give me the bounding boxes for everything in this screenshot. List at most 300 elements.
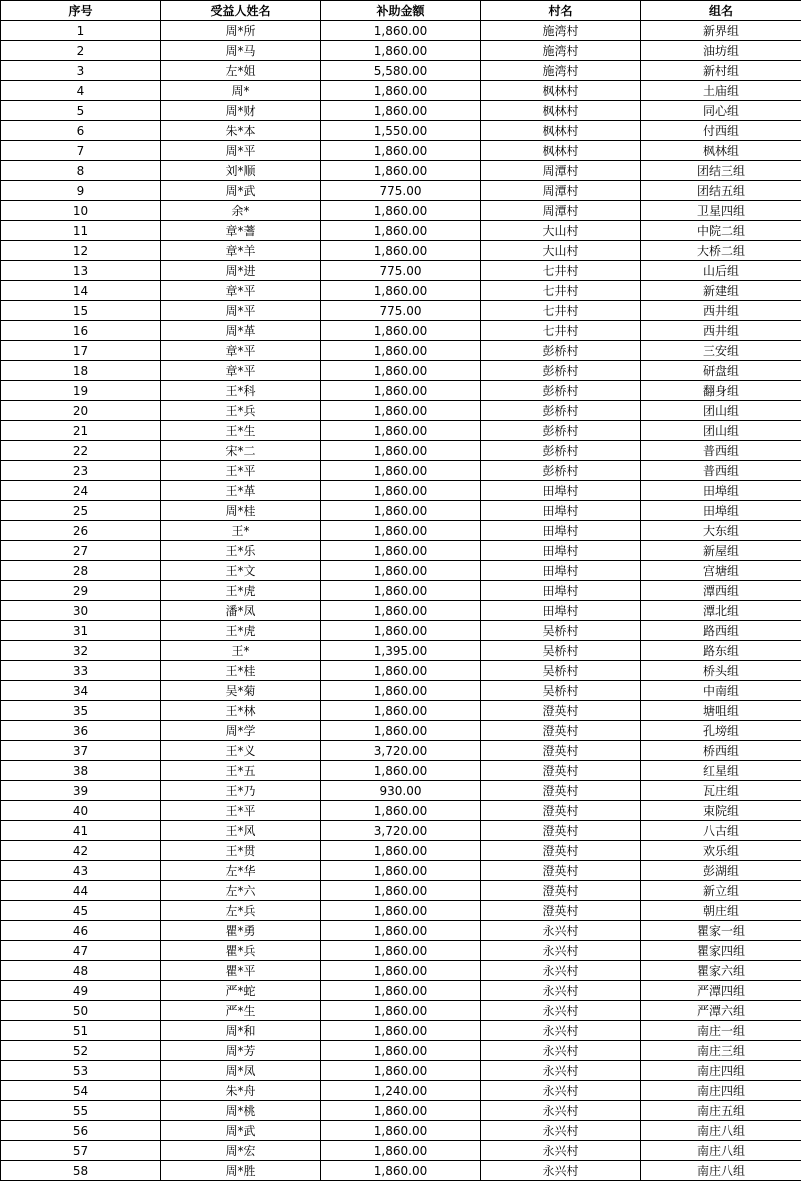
- cell-subsidy-amount: 1,860.00: [321, 21, 481, 41]
- header-subsidy-amount: 补助金额: [321, 1, 481, 21]
- cell-subsidy-amount: 1,860.00: [321, 701, 481, 721]
- cell-village-name: 彭桥村: [481, 341, 641, 361]
- cell-beneficiary-name: 周*桃: [161, 1101, 321, 1121]
- cell-beneficiary-name: 周*平: [161, 301, 321, 321]
- table-row: [1, 461, 801, 481]
- cell-group-name: 团结三组: [641, 161, 801, 181]
- cell-beneficiary-name: 王*兵: [161, 401, 321, 421]
- cell-index: 32: [1, 641, 161, 661]
- cell-index: 26: [1, 521, 161, 541]
- cell-village-name: 枫林村: [481, 121, 641, 141]
- cell-village-name: 七井村: [481, 261, 641, 281]
- cell-index: 38: [1, 761, 161, 781]
- cell-subsidy-amount: 1,860.00: [321, 321, 481, 341]
- cell-village-name: 永兴村: [481, 1161, 641, 1181]
- cell-index: 17: [1, 341, 161, 361]
- table-row: [1, 501, 801, 521]
- cell-beneficiary-name: 宋*二: [161, 441, 321, 461]
- cell-village-name: 澄英村: [481, 761, 641, 781]
- cell-index: 20: [1, 401, 161, 421]
- cell-index: 13: [1, 261, 161, 281]
- header-index: 序号: [1, 1, 161, 21]
- cell-subsidy-amount: 1,860.00: [321, 841, 481, 861]
- cell-group-name: 彭湖组: [641, 861, 801, 881]
- cell-index: 8: [1, 161, 161, 181]
- cell-index: 18: [1, 361, 161, 381]
- cell-group-name: 同心组: [641, 101, 801, 121]
- cell-subsidy-amount: 1,860.00: [321, 1041, 481, 1061]
- cell-village-name: 彭桥村: [481, 461, 641, 481]
- table-row: [1, 161, 801, 181]
- table-row: [1, 1141, 801, 1161]
- cell-subsidy-amount: 1,860.00: [321, 341, 481, 361]
- table-row: [1, 61, 801, 81]
- table-row: [1, 781, 801, 801]
- cell-subsidy-amount: 5,580.00: [321, 61, 481, 81]
- table-row: [1, 1121, 801, 1141]
- cell-subsidy-amount: 1,860.00: [321, 861, 481, 881]
- cell-village-name: 施湾村: [481, 61, 641, 81]
- cell-subsidy-amount: 1,860.00: [321, 661, 481, 681]
- cell-village-name: 吴桥村: [481, 621, 641, 641]
- cell-subsidy-amount: 1,860.00: [321, 201, 481, 221]
- cell-group-name: 孔塝组: [641, 721, 801, 741]
- cell-village-name: 田埠村: [481, 561, 641, 581]
- cell-village-name: 澄英村: [481, 861, 641, 881]
- table-row: [1, 1101, 801, 1121]
- cell-index: 46: [1, 921, 161, 941]
- cell-beneficiary-name: 王*生: [161, 421, 321, 441]
- cell-group-name: 红星组: [641, 761, 801, 781]
- cell-index: 9: [1, 181, 161, 201]
- cell-beneficiary-name: 王*科: [161, 381, 321, 401]
- cell-subsidy-amount: 1,860.00: [321, 721, 481, 741]
- cell-beneficiary-name: 周*马: [161, 41, 321, 61]
- table-row: [1, 361, 801, 381]
- cell-group-name: 大桥二组: [641, 241, 801, 261]
- table-row: [1, 201, 801, 221]
- cell-subsidy-amount: 1,860.00: [321, 101, 481, 121]
- cell-subsidy-amount: 1,860.00: [321, 161, 481, 181]
- table-row: [1, 601, 801, 621]
- cell-index: 57: [1, 1141, 161, 1161]
- cell-beneficiary-name: 王*: [161, 521, 321, 541]
- cell-index: 48: [1, 961, 161, 981]
- cell-subsidy-amount: 1,860.00: [321, 481, 481, 501]
- header-row: [1, 1, 801, 21]
- cell-village-name: 澄英村: [481, 801, 641, 821]
- cell-group-name: 路东组: [641, 641, 801, 661]
- cell-village-name: 枫林村: [481, 81, 641, 101]
- header-group-name: 组名: [641, 1, 801, 21]
- table-row: [1, 1161, 801, 1181]
- cell-group-name: 南庄八组: [641, 1141, 801, 1161]
- cell-group-name: 路西组: [641, 621, 801, 641]
- cell-village-name: 永兴村: [481, 1001, 641, 1021]
- cell-index: 54: [1, 1081, 161, 1101]
- cell-subsidy-amount: 1,860.00: [321, 1141, 481, 1161]
- cell-subsidy-amount: 1,240.00: [321, 1081, 481, 1101]
- cell-group-name: 潭西组: [641, 581, 801, 601]
- cell-beneficiary-name: 周*武: [161, 1121, 321, 1141]
- table-row: [1, 901, 801, 921]
- cell-beneficiary-name: 左*姐: [161, 61, 321, 81]
- cell-group-name: 新屋组: [641, 541, 801, 561]
- cell-index: 15: [1, 301, 161, 321]
- cell-beneficiary-name: 左*六: [161, 881, 321, 901]
- table-row: [1, 681, 801, 701]
- cell-group-name: 严潭四组: [641, 981, 801, 1001]
- cell-village-name: 永兴村: [481, 1081, 641, 1101]
- cell-subsidy-amount: 1,860.00: [321, 581, 481, 601]
- cell-village-name: 周潭村: [481, 161, 641, 181]
- cell-beneficiary-name: 王*乃: [161, 781, 321, 801]
- cell-subsidy-amount: 3,720.00: [321, 821, 481, 841]
- cell-beneficiary-name: 周*宏: [161, 1141, 321, 1161]
- cell-group-name: 宫塘组: [641, 561, 801, 581]
- cell-group-name: 土庙组: [641, 81, 801, 101]
- cell-index: 37: [1, 741, 161, 761]
- cell-beneficiary-name: 章*平: [161, 361, 321, 381]
- cell-subsidy-amount: 1,860.00: [321, 381, 481, 401]
- cell-index: 11: [1, 221, 161, 241]
- cell-subsidy-amount: 1,860.00: [321, 521, 481, 541]
- cell-beneficiary-name: 周*所: [161, 21, 321, 41]
- table-row: [1, 81, 801, 101]
- cell-beneficiary-name: 章*平: [161, 341, 321, 361]
- cell-subsidy-amount: 1,860.00: [321, 961, 481, 981]
- cell-beneficiary-name: 王*林: [161, 701, 321, 721]
- cell-subsidy-amount: 1,860.00: [321, 761, 481, 781]
- table-row: [1, 581, 801, 601]
- cell-village-name: 田埠村: [481, 481, 641, 501]
- cell-group-name: 西井组: [641, 301, 801, 321]
- cell-village-name: 田埠村: [481, 581, 641, 601]
- cell-group-name: 南庄三组: [641, 1041, 801, 1061]
- cell-subsidy-amount: 1,860.00: [321, 141, 481, 161]
- cell-group-name: 塘咀组: [641, 701, 801, 721]
- cell-group-name: 团结五组: [641, 181, 801, 201]
- cell-beneficiary-name: 瞿*兵: [161, 941, 321, 961]
- cell-index: 41: [1, 821, 161, 841]
- cell-index: 53: [1, 1061, 161, 1081]
- cell-village-name: 大山村: [481, 241, 641, 261]
- cell-village-name: 田埠村: [481, 541, 641, 561]
- table-row: [1, 741, 801, 761]
- cell-beneficiary-name: 严*生: [161, 1001, 321, 1021]
- cell-subsidy-amount: 1,860.00: [321, 1161, 481, 1181]
- cell-beneficiary-name: 周*芳: [161, 1041, 321, 1061]
- cell-subsidy-amount: 1,860.00: [321, 941, 481, 961]
- cell-index: 25: [1, 501, 161, 521]
- cell-village-name: 七井村: [481, 301, 641, 321]
- cell-subsidy-amount: 1,860.00: [321, 921, 481, 941]
- cell-subsidy-amount: 3,720.00: [321, 741, 481, 761]
- cell-group-name: 欢乐组: [641, 841, 801, 861]
- cell-group-name: 大东组: [641, 521, 801, 541]
- table-row: [1, 661, 801, 681]
- cell-beneficiary-name: 周*进: [161, 261, 321, 281]
- table-row: [1, 481, 801, 501]
- cell-group-name: 卫星四组: [641, 201, 801, 221]
- table-row: [1, 861, 801, 881]
- table-header: [1, 1, 801, 21]
- cell-subsidy-amount: 775.00: [321, 181, 481, 201]
- cell-village-name: 永兴村: [481, 921, 641, 941]
- cell-group-name: 西井组: [641, 321, 801, 341]
- cell-village-name: 施湾村: [481, 21, 641, 41]
- cell-beneficiary-name: 周*平: [161, 141, 321, 161]
- cell-beneficiary-name: 周*和: [161, 1021, 321, 1041]
- cell-index: 42: [1, 841, 161, 861]
- cell-beneficiary-name: 王*桂: [161, 661, 321, 681]
- cell-beneficiary-name: 王*虎: [161, 581, 321, 601]
- cell-group-name: 南庄五组: [641, 1101, 801, 1121]
- table-row: [1, 921, 801, 941]
- cell-index: 40: [1, 801, 161, 821]
- cell-subsidy-amount: 1,860.00: [321, 801, 481, 821]
- cell-subsidy-amount: 1,860.00: [321, 281, 481, 301]
- cell-index: 27: [1, 541, 161, 561]
- cell-village-name: 田埠村: [481, 501, 641, 521]
- header-beneficiary-name: 受益人姓名: [161, 1, 321, 21]
- table-row: [1, 21, 801, 41]
- cell-index: 3: [1, 61, 161, 81]
- cell-beneficiary-name: 王*乐: [161, 541, 321, 561]
- cell-village-name: 彭桥村: [481, 441, 641, 461]
- cell-beneficiary-name: 瞿*勇: [161, 921, 321, 941]
- cell-beneficiary-name: 王*风: [161, 821, 321, 841]
- table-row: [1, 241, 801, 261]
- cell-village-name: 七井村: [481, 281, 641, 301]
- cell-village-name: 澄英村: [481, 881, 641, 901]
- cell-beneficiary-name: 严*蛇: [161, 981, 321, 1001]
- cell-index: 30: [1, 601, 161, 621]
- cell-index: 52: [1, 1041, 161, 1061]
- cell-village-name: 澄英村: [481, 701, 641, 721]
- table-row: [1, 341, 801, 361]
- table-row: [1, 541, 801, 561]
- cell-index: 19: [1, 381, 161, 401]
- cell-subsidy-amount: 1,860.00: [321, 601, 481, 621]
- cell-subsidy-amount: 1,860.00: [321, 501, 481, 521]
- cell-index: 50: [1, 1001, 161, 1021]
- cell-group-name: 中院二组: [641, 221, 801, 241]
- cell-index: 21: [1, 421, 161, 441]
- table-row: [1, 761, 801, 781]
- cell-index: 22: [1, 441, 161, 461]
- cell-beneficiary-name: 周*: [161, 81, 321, 101]
- cell-group-name: 瞿家四组: [641, 941, 801, 961]
- cell-group-name: 新建组: [641, 281, 801, 301]
- cell-village-name: 澄英村: [481, 721, 641, 741]
- table-row: [1, 621, 801, 641]
- cell-group-name: 新界组: [641, 21, 801, 41]
- cell-village-name: 永兴村: [481, 1121, 641, 1141]
- cell-index: 10: [1, 201, 161, 221]
- cell-subsidy-amount: 1,860.00: [321, 1101, 481, 1121]
- cell-group-name: 翻身组: [641, 381, 801, 401]
- cell-index: 43: [1, 861, 161, 881]
- cell-village-name: 永兴村: [481, 961, 641, 981]
- cell-index: 12: [1, 241, 161, 261]
- cell-subsidy-amount: 1,860.00: [321, 681, 481, 701]
- cell-beneficiary-name: 王*平: [161, 801, 321, 821]
- cell-index: 5: [1, 101, 161, 121]
- cell-beneficiary-name: 周*武: [161, 181, 321, 201]
- cell-group-name: 新村组: [641, 61, 801, 81]
- cell-village-name: 周潭村: [481, 201, 641, 221]
- cell-group-name: 研盘组: [641, 361, 801, 381]
- cell-group-name: 田埠组: [641, 501, 801, 521]
- cell-group-name: 桥头组: [641, 661, 801, 681]
- cell-group-name: 三安组: [641, 341, 801, 361]
- table-row: [1, 1061, 801, 1081]
- table-row: [1, 41, 801, 61]
- cell-subsidy-amount: 1,860.00: [321, 1121, 481, 1141]
- cell-subsidy-amount: 1,860.00: [321, 981, 481, 1001]
- cell-beneficiary-name: 吴*菊: [161, 681, 321, 701]
- cell-index: 1: [1, 21, 161, 41]
- cell-beneficiary-name: 周*凤: [161, 1061, 321, 1081]
- table-row: [1, 1081, 801, 1101]
- cell-beneficiary-name: 章*羊: [161, 241, 321, 261]
- cell-village-name: 永兴村: [481, 941, 641, 961]
- cell-beneficiary-name: 潘*凤: [161, 601, 321, 621]
- cell-beneficiary-name: 王*: [161, 641, 321, 661]
- cell-index: 2: [1, 41, 161, 61]
- cell-subsidy-amount: 1,860.00: [321, 221, 481, 241]
- cell-subsidy-amount: 1,860.00: [321, 1021, 481, 1041]
- cell-group-name: 团山组: [641, 401, 801, 421]
- table-row: [1, 721, 801, 741]
- cell-village-name: 澄英村: [481, 821, 641, 841]
- table-row: [1, 1001, 801, 1021]
- cell-subsidy-amount: 1,860.00: [321, 621, 481, 641]
- cell-index: 35: [1, 701, 161, 721]
- cell-village-name: 大山村: [481, 221, 641, 241]
- cell-group-name: 油坊组: [641, 41, 801, 61]
- cell-village-name: 永兴村: [481, 1021, 641, 1041]
- table-row: [1, 981, 801, 1001]
- cell-index: 55: [1, 1101, 161, 1121]
- cell-subsidy-amount: 1,860.00: [321, 81, 481, 101]
- cell-index: 14: [1, 281, 161, 301]
- table-body: [1, 21, 801, 1181]
- cell-index: 24: [1, 481, 161, 501]
- cell-group-name: 田埠组: [641, 481, 801, 501]
- table-row: [1, 141, 801, 161]
- cell-index: 45: [1, 901, 161, 921]
- cell-group-name: 中南组: [641, 681, 801, 701]
- cell-subsidy-amount: 1,550.00: [321, 121, 481, 141]
- cell-index: 7: [1, 141, 161, 161]
- cell-group-name: 潭北组: [641, 601, 801, 621]
- cell-village-name: 吴桥村: [481, 681, 641, 701]
- cell-subsidy-amount: 1,860.00: [321, 881, 481, 901]
- cell-group-name: 瞿家一组: [641, 921, 801, 941]
- cell-subsidy-amount: 1,860.00: [321, 1001, 481, 1021]
- cell-beneficiary-name: 周*学: [161, 721, 321, 741]
- cell-village-name: 施湾村: [481, 41, 641, 61]
- table-row: [1, 961, 801, 981]
- table-row: [1, 801, 801, 821]
- cell-index: 28: [1, 561, 161, 581]
- cell-subsidy-amount: 1,860.00: [321, 541, 481, 561]
- cell-village-name: 吴桥村: [481, 641, 641, 661]
- cell-beneficiary-name: 章*蓍: [161, 221, 321, 241]
- cell-village-name: 永兴村: [481, 1101, 641, 1121]
- cell-group-name: 瓦庄组: [641, 781, 801, 801]
- cell-group-name: 山后组: [641, 261, 801, 281]
- table-row: [1, 941, 801, 961]
- table-row: [1, 301, 801, 321]
- cell-village-name: 永兴村: [481, 1061, 641, 1081]
- cell-index: 51: [1, 1021, 161, 1041]
- cell-village-name: 永兴村: [481, 1141, 641, 1161]
- cell-subsidy-amount: 1,860.00: [321, 41, 481, 61]
- cell-village-name: 彭桥村: [481, 361, 641, 381]
- cell-subsidy-amount: 1,860.00: [321, 561, 481, 581]
- table-row: [1, 701, 801, 721]
- cell-index: 4: [1, 81, 161, 101]
- table-row: [1, 421, 801, 441]
- cell-group-name: 南庄四组: [641, 1081, 801, 1101]
- cell-group-name: 枫林组: [641, 141, 801, 161]
- cell-group-name: 南庄八组: [641, 1161, 801, 1181]
- table-row: [1, 321, 801, 341]
- cell-group-name: 新立组: [641, 881, 801, 901]
- cell-index: 31: [1, 621, 161, 641]
- cell-index: 44: [1, 881, 161, 901]
- cell-beneficiary-name: 王*平: [161, 461, 321, 481]
- cell-beneficiary-name: 周*革: [161, 321, 321, 341]
- cell-village-name: 吴桥村: [481, 661, 641, 681]
- cell-subsidy-amount: 1,860.00: [321, 461, 481, 481]
- table-row: [1, 841, 801, 861]
- cell-beneficiary-name: 王*文: [161, 561, 321, 581]
- cell-beneficiary-name: 刘*顺: [161, 161, 321, 181]
- cell-village-name: 澄英村: [481, 841, 641, 861]
- table-row: [1, 521, 801, 541]
- cell-index: 36: [1, 721, 161, 741]
- cell-beneficiary-name: 王*五: [161, 761, 321, 781]
- cell-beneficiary-name: 章*平: [161, 281, 321, 301]
- table-row: [1, 121, 801, 141]
- cell-group-name: 团山组: [641, 421, 801, 441]
- cell-group-name: 严潭六组: [641, 1001, 801, 1021]
- cell-village-name: 周潭村: [481, 181, 641, 201]
- cell-subsidy-amount: 1,860.00: [321, 401, 481, 421]
- cell-group-name: 朝庄组: [641, 901, 801, 921]
- cell-index: 39: [1, 781, 161, 801]
- table-row: [1, 821, 801, 841]
- cell-index: 34: [1, 681, 161, 701]
- cell-group-name: 普西组: [641, 441, 801, 461]
- cell-index: 23: [1, 461, 161, 481]
- cell-beneficiary-name: 王*贯: [161, 841, 321, 861]
- cell-group-name: 南庄八组: [641, 1121, 801, 1141]
- table-row: [1, 181, 801, 201]
- cell-subsidy-amount: 1,395.00: [321, 641, 481, 661]
- cell-group-name: 付西组: [641, 121, 801, 141]
- cell-village-name: 澄英村: [481, 741, 641, 761]
- table-row: [1, 881, 801, 901]
- table-row: [1, 441, 801, 461]
- cell-subsidy-amount: 775.00: [321, 301, 481, 321]
- cell-village-name: 澄英村: [481, 901, 641, 921]
- cell-subsidy-amount: 930.00: [321, 781, 481, 801]
